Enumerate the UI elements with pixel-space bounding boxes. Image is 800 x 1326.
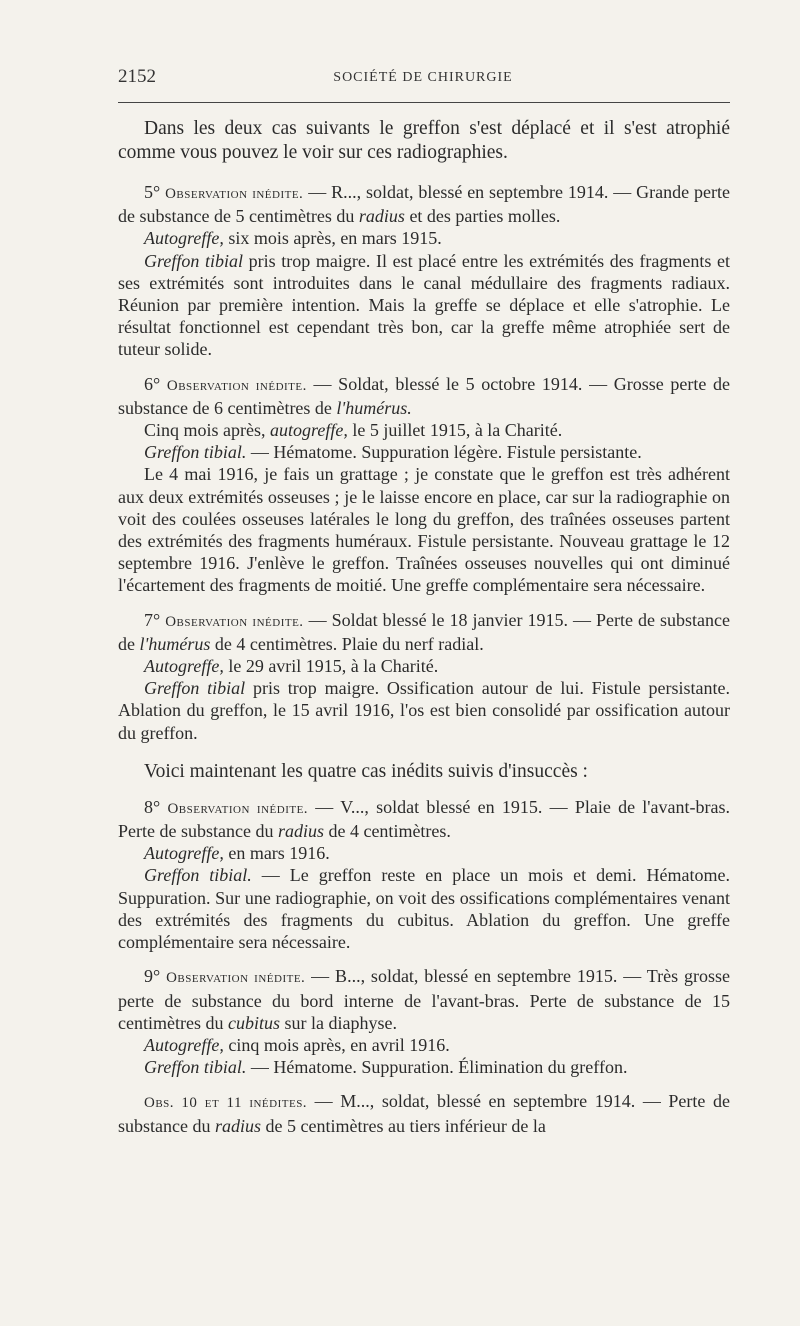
obs7-greffon bbox=[118, 677, 730, 744]
obs-label: Observation inédite. bbox=[166, 970, 306, 987]
obs-term: radius bbox=[277, 821, 324, 842]
greffon-term: Greffon tibial. bbox=[144, 865, 252, 886]
obs-number: 8° bbox=[144, 796, 168, 817]
greffon-text: — Hématome. Suppuration légère. Fistule persistante. bbox=[246, 442, 642, 463]
intro-paragraph: Dans les deux cas suivants le greffon s'est déplacé et il s'est atrophié comme vous pouvez le voir sur ces radiographies. bbox=[118, 118, 730, 163]
obs-text: — B..., soldat, blessé en septembre 1915. — Très grosse perte de substance du bord interne de l'avant-bras. Perte de substance de 15 centimètres du bbox=[118, 966, 731, 1033]
obs-text: — Soldat blessé le 18 janvier 1915. — Perte de substance de bbox=[118, 609, 730, 654]
obs-number: 9° bbox=[144, 966, 167, 987]
autogreffe-text: six mois après, en mars 1915. bbox=[223, 228, 442, 249]
autogreffe-term: Autogreffe, bbox=[144, 843, 224, 864]
page-header bbox=[118, 66, 728, 92]
obs-text: sur la diaphyse. bbox=[279, 1012, 397, 1033]
obs8-greffon bbox=[118, 864, 730, 953]
observation-9 bbox=[118, 965, 730, 1034]
autogreffe-text: le 29 avril 1915, à la Charité. bbox=[223, 656, 439, 677]
obs6-greffon bbox=[118, 441, 730, 463]
obs8-autogreffe bbox=[118, 842, 730, 864]
obs-term: radius bbox=[214, 1115, 261, 1136]
obs-label: Observation inédite. bbox=[165, 613, 304, 630]
obs6-paragraph: Le 4 mai 1916, je fais un grattage ; je constate que le greffon est très adhérent aux deux extrémités osseuses ; je le laisse encore en place, car sur la radiographie on voit des coulées osseuses latérales le long du greffon, des traînées osseuses partent des extrémités des fragments huméraux. Fistule persistante. Nouveau grattage le 12 septembre 1916. J'enlève le greffon. Traînées osseuses nouvelles qui ont diminué l'écartement des fragments de moitié. Une greffe complémentaire sera nécessaire. bbox=[118, 464, 730, 596]
obs-number: 7° bbox=[144, 609, 166, 630]
obs5-autogreffe bbox=[118, 227, 730, 249]
autogreffe-term: Autogreffe, bbox=[144, 656, 224, 677]
observation-8 bbox=[118, 796, 730, 842]
greffon-text: — Le greffon reste en place un mois et demi. Hématome. Suppuration. Sur une radiographie, on voit des ossifications complémentaires venant des extrémités des fragments du cubitus. Ablation du greffon. Une greffe complémentaire sera nécessaire. bbox=[118, 865, 730, 953]
obs-text: de 4 centimètres. bbox=[323, 821, 451, 842]
autogreffe-text: le 5 juillet 1915, à la Charité. bbox=[347, 420, 563, 441]
obs-label: Obs. 10 et 11 inédites. bbox=[144, 1095, 308, 1112]
obs-number: 5° bbox=[144, 182, 166, 202]
body-text bbox=[118, 117, 730, 1137]
obs-label: Observation inédite. bbox=[167, 800, 309, 817]
voici-paragraph: Voici maintenant les quatre cas inédits suivis d'insuccès : bbox=[144, 760, 588, 782]
observation-7 bbox=[118, 609, 730, 655]
greffon-text: pris trop maigre. Ossification autour de lui. Fistule persistante. Ablation du greffon, le 15 avril 1916, l'os est bien consolidé par ossification autour du greffon. bbox=[118, 678, 730, 743]
obs-text: — Soldat, blessé le 5 octobre 1914. — Grosse perte de substance de 6 centimètres de bbox=[118, 373, 730, 418]
obs-label: Observation inédite. bbox=[166, 377, 307, 394]
greffon-term: Greffon tibial. bbox=[144, 442, 247, 463]
autogreffe-term: autogreffe, bbox=[270, 420, 348, 441]
autogreffe-text: cinq mois après, en avril 1916. bbox=[223, 1034, 450, 1055]
greffon-term: Greffon tibial. bbox=[144, 1057, 247, 1078]
cinq-text: Cinq mois après, bbox=[144, 420, 270, 441]
greffon-text: — Hématome. Suppuration. Élimination du greffon. bbox=[246, 1057, 628, 1078]
autogreffe-term: Autogreffe, bbox=[144, 228, 224, 249]
obs5-greffon bbox=[118, 250, 730, 361]
obs-text: — V..., soldat blessé en 1915. — Plaie de l'avant-bras. Perte de substance du bbox=[118, 796, 731, 842]
obs-term: cubitus bbox=[227, 1012, 280, 1033]
obs6-autogreffe bbox=[118, 419, 730, 441]
header-rule bbox=[118, 102, 730, 103]
obs-text: — M..., soldat, blessé en septembre 1914. — Perte de substance du bbox=[118, 1091, 730, 1136]
greffon-text: pris trop maigre. Il est placé entre les extrémités des fragments et ses extrémités sont introduites dans le canal médullaire des fragments radiaux. Réunion par première intention. Mais la greffe se déplace et elle s'atrophie. Le résultat fonctionnel est cependant très bon, car la greffe même atrophiée sert de tuteur solide. bbox=[118, 250, 730, 360]
obs-text: de 4 centimètres. Plaie du nerf radial. bbox=[210, 633, 484, 654]
obs-number: 6° bbox=[144, 373, 167, 394]
running-title: SOCIÉTÉ DE CHIRURGIE bbox=[333, 70, 513, 85]
obs9-greffon bbox=[118, 1056, 730, 1078]
greffon-term: Greffon tibial bbox=[144, 678, 246, 699]
autogreffe-term: Autogreffe, bbox=[144, 1034, 224, 1055]
obs-text: et des parties molles. bbox=[404, 206, 561, 227]
obs-term: radius bbox=[358, 206, 405, 227]
obs-text: de 5 centimètres au tiers inférieur de la bbox=[261, 1115, 546, 1136]
obs-text: — R..., soldat, blessé en septembre 1914. — Grande perte de substance de 5 centimètres du bbox=[118, 182, 730, 227]
obs-label: Observation inédite. bbox=[165, 186, 304, 202]
page-number: 2152 bbox=[118, 66, 156, 87]
observation-10-11 bbox=[118, 1090, 730, 1136]
obs-term: l'humérus. bbox=[336, 397, 412, 418]
observation-5 bbox=[118, 181, 730, 227]
obs9-autogreffe bbox=[118, 1034, 730, 1056]
obs7-autogreffe bbox=[118, 655, 730, 677]
autogreffe-text: en mars 1916. bbox=[223, 843, 330, 864]
obs-term: l'humérus bbox=[139, 633, 211, 654]
observation-6 bbox=[118, 373, 730, 419]
greffon-term: Greffon tibial bbox=[144, 250, 243, 271]
